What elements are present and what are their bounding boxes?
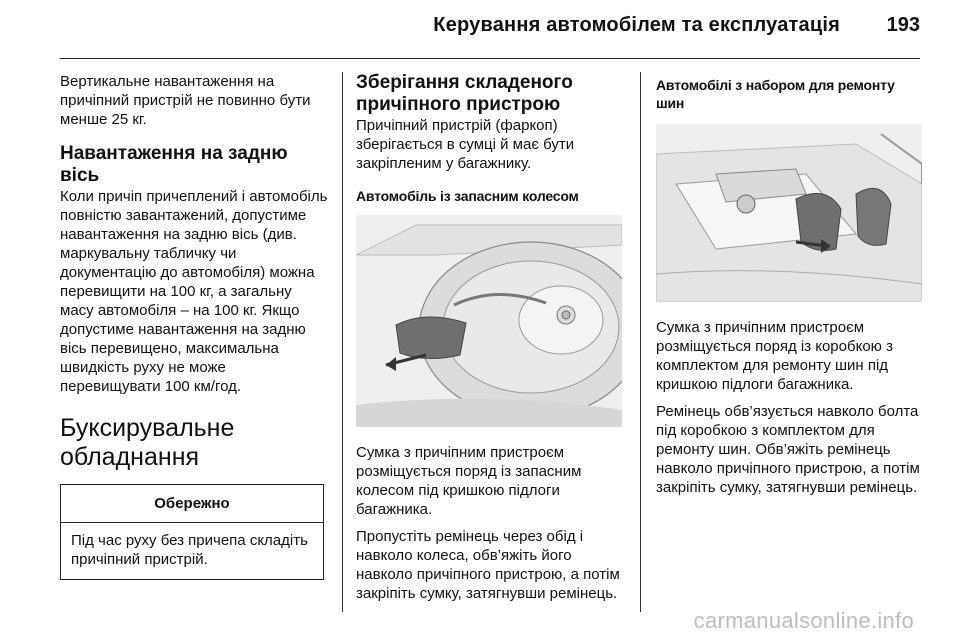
header-rule <box>60 58 920 59</box>
repair-kit-heading: Автомобілі з набором для ремонту шин <box>656 77 895 111</box>
header-title: Керування автомобілем та експлуатація <box>433 14 840 36</box>
rear-axle-paragraph: Коли причіп причеплений і автомобіль повністю завантажений, допустиме навантаження на задню вісь (див. маркувальну табличку чи документацію до автомобіля) можна перевищити на 100 кг, а загальну масу автомобіля – на 100 кг. Якщо допустиме навантаження на задню вісь перевищено, максимальна швидкість руху не може перевищувати 100 км/год. <box>60 188 328 395</box>
intro-paragraph: Вертикальне навантаження на причіпний пристрій не повинно бути менше 25 кг. <box>60 73 311 128</box>
repair-kit-illustration <box>656 124 922 302</box>
spare-wheel-paragraph-1: Сумка з причіпним пристроєм розміщується поряд із запасним колесом під кришкою підлоги багажника. <box>356 444 582 518</box>
column-right <box>656 76 924 505</box>
repair-kit-paragraph-2: Ремінець обв’язується навколо болта під коробкою з комплектом для ремонту шин. Обв’яжіть ремінець навколо причіпного пристрою, а потім закріпіть сумку, затягнувши ремінець. <box>656 403 920 496</box>
caution-text: Під час руху без причепа складіть причіпний пристрій. <box>71 532 308 568</box>
spare-wheel-heading: Автомобіль із запасним колесом <box>356 188 579 204</box>
watermark: carmanualsonline.info <box>693 608 914 633</box>
page-number: 193 <box>886 14 920 36</box>
spare-wheel-illustration <box>356 215 622 427</box>
repair-kit-paragraph-1: Сумка з причіпним пристроєм розміщується поряд із коробкою з комплектом для ремонту шин під кришкою підлоги багажника. <box>656 319 893 393</box>
column-divider-1 <box>342 72 343 612</box>
caution-box <box>60 484 324 580</box>
spare-wheel-paragraph-2: Пропустіть ремінець через обід і навколо колеса, обв’яжіть його навколо причіпного пристрою, а потім закріпіть сумку, затягнувши ремінець. <box>356 528 620 602</box>
column-middle <box>356 72 624 611</box>
storage-heading: Зберігання складеного причіпного пристрою <box>356 72 573 115</box>
rear-axle-heading: Навантаження на задню вісь <box>60 143 288 186</box>
towing-equipment-heading: Буксирувальне обладнання <box>60 414 235 471</box>
column-left <box>60 72 328 580</box>
caution-title: Обережно <box>61 485 323 523</box>
storage-paragraph: Причіпний пристрій (фаркоп) зберігається в сумці й має бути закріпленим у багажнику. <box>356 117 575 172</box>
column-divider-2 <box>640 72 641 612</box>
